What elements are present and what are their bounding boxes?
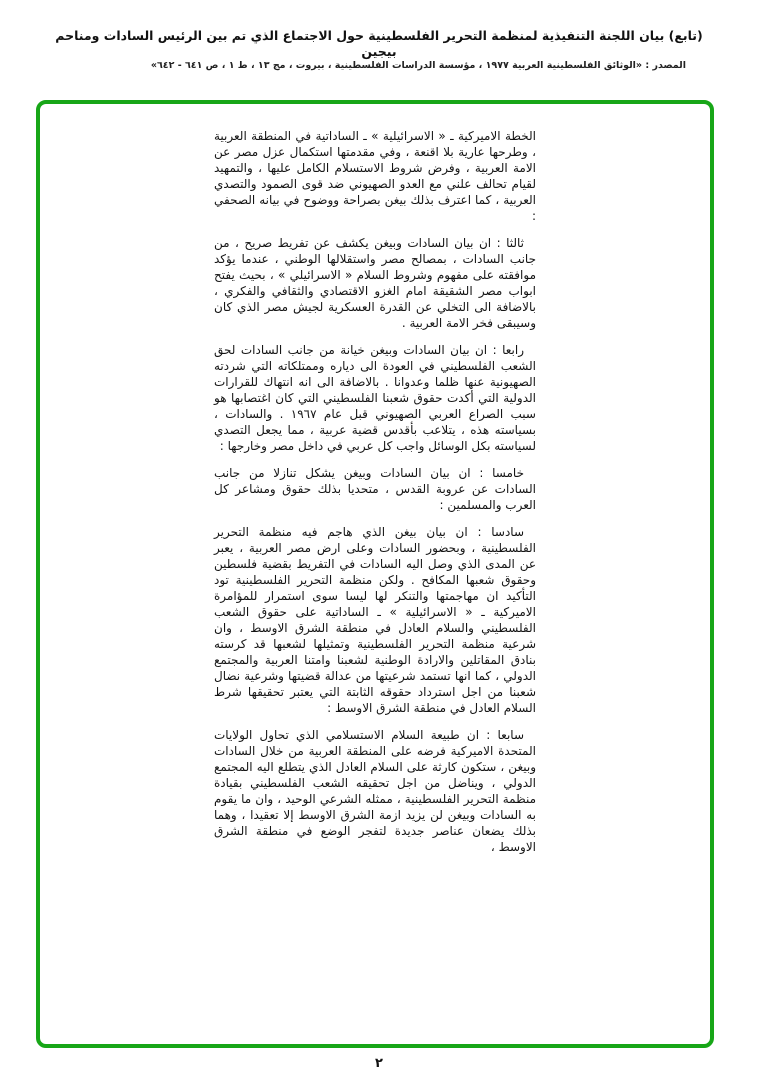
page-number: ٢ <box>375 1056 383 1071</box>
document-body <box>214 128 536 855</box>
document-paragraph: سادسا : ان بيان بيغن الذي هاجم فيه منظمة التحرير الفلسطينية ، وبحضور السادات وعلى ارض مصر العربية ، يعبر عن المدى الذي وصل اليه السادات في التفريط بقضية فلسطين وحقوق شعبها المكافح . ولكن منظمة التحرير الفلسطينية تود التأكيد ان مهاجمتها والتنكر لها ليسا سوى استمرار للمؤامرة الاميركية ـ « الاسرائيلية » ـ الساداتية على حقوق الشعب الفلسطيني والسلام العادل في منطقة الشرق الاوسط ، وان شرعية منظمة التحرير الفلسطينية وتمثيلها لشعبها قد كرسته بنادق المقاتلين والارادة الوطنية لشعبنا وامتنا العربية والمجتمع الدولي ، كما انها تستمد شرعيتها من عدالة قضيتها وشرعية نضال شعبنا من اجل استرداد حقوقه الثابتة التي يعتبر تحقيقها شرط السلام العادل في منطقة الشرق الاوسط : <box>214 525 536 715</box>
document-paragraph: الخطة الاميركية ـ « الاسرائيلية » ـ الساداتية في المنطقة العربية ، وطرحها عارية بلا اقنعة ، وفي مقدمتها استكمال عزل مصر عن الامة العربية ، وفرض شروط الاستسلام الكامل عليها ، والتمهيد لقيام تحالف علني مع العدو الصهيوني ضد قوى الصمود والتصدي العربية ، كما اعترف بذلك بيغن بصراحة ووضوح في بيانه الصحفي : <box>214 129 536 223</box>
source-citation: المصدر : «الوثائق الفلسطينية العربية ١٩٧٧ ، مؤسسة الدراسات الفلسطينية ، بيروت ، مج ١٣ ، ط ١ ، ص ٦٤١ - ٦٤٢» <box>150 60 686 71</box>
document-title: (تابع) بيان اللجنة التنفيذية لمنظمة التحرير الفلسطينية حول الاجتماع الذي تم بين الرئيس السادات ومناحم بيجين <box>55 28 703 60</box>
document-paragraph: خامسا : ان بيان السادات وبيغن يشكل تنازلا من جانب السادات عن عروبة القدس ، متحديا بذلك حقوق ومشاعر كل العرب والمسلمين : <box>214 466 536 512</box>
document-frame <box>36 100 714 1048</box>
document-paragraph: ثالثا : ان بيان السادات وبيغن يكشف عن تفريط صريح ، من جانب السادات ، بمصالح مصر واستقلالها الوطني ، عندما يؤكد موافقته على مفهوم وشروط السلام « الاسرائيلي » ، بحيث يفتح ابواب مصر الشقيقة امام الغزو الاقتصادي والثقافي والفكري ، بالاضافة الى التخلي عن القدرة العسكرية لجيش مصر الذي كان وسيبقى فخر الامة العربية . <box>214 236 536 330</box>
document-paragraph: رابعا : ان بيان السادات وبيغن خيانة من جانب السادات لحق الشعب الفلسطيني في العودة الى دياره وممتلكاته التي شردته الصهيونية عنها ظلما وعدوانا . بالاضافة الى انه انتهاك للقرارات الدولية التي أكدت حقوق شعبنا الفلسطيني التي كان اغتصابها هو سبب الصراع العربي الصهيوني قبل عام ١٩٦٧ . والسادات ، بسياسته هذه ، يتلاعب بأقدس قضية عربية ، مما يجعل التصدي لسياسته بكل الوسائل واجب كل عربي في داخل مصر وخارجها : <box>214 343 536 453</box>
document-paragraph: سابعا : ان طبيعة السلام الاستسلامي الذي تحاول الولايات المتحدة الاميركية فرضه على المنطقة العربية من خلال السادات وبيغن ، ستكون كارثة على السلام العادل الذي يتطلع اليه المجتمع الدولي ، ويناضل من اجل تحقيقه الشعب الفلسطيني بقيادة منظمة التحرير الفلسطينية ، ممثله الشرعي الوحيد ، وان ما يقوم به السادات وبيغن لن يزيد ازمة الشرق الاوسط إلا تعقيدا ، وهما بذلك يضعان عناصر جديدة لتفجر الوضع في منطقة الشرق الاوسط ، <box>214 728 536 854</box>
